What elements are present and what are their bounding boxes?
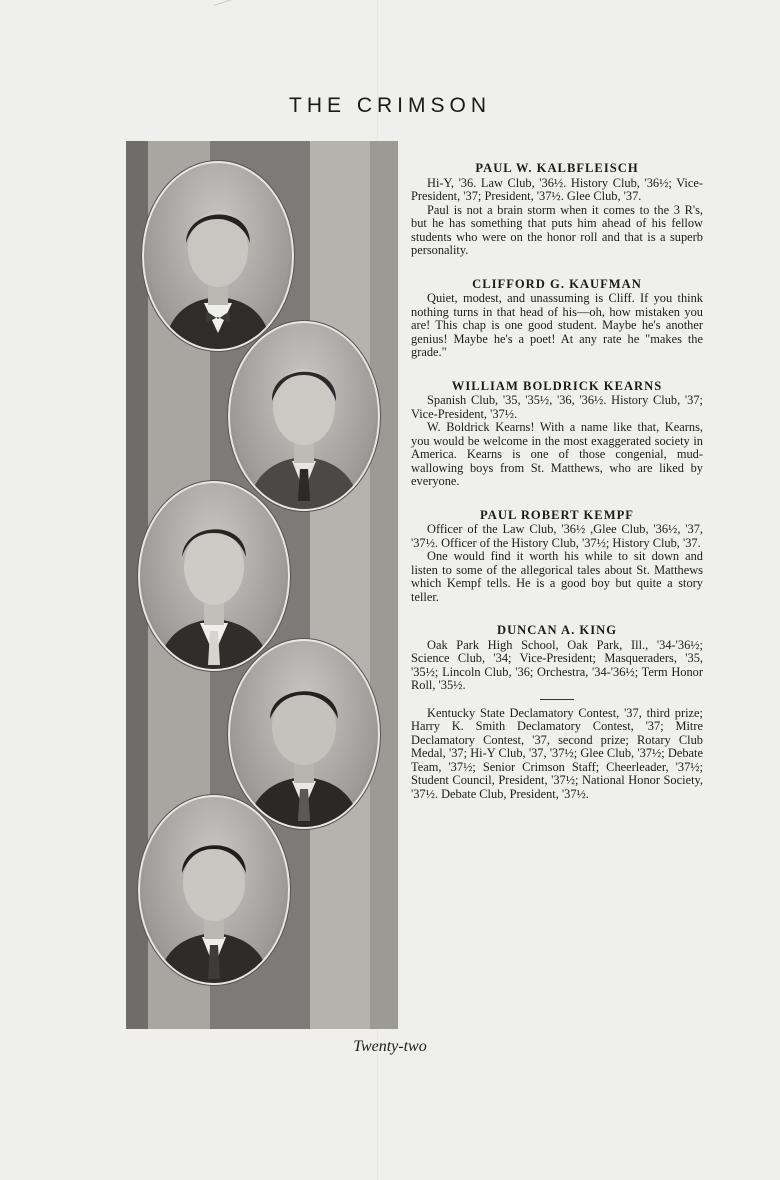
student-writeup: One would find it worth his while to sit down and listen to some of the allegorical tales about St. Matthews which Kempf tells. He is a good boy but quite a story teller. (411, 549, 703, 604)
page-header: THE CRIMSON (289, 94, 491, 117)
student-name: PAUL ROBERT KEMPF (480, 507, 634, 522)
student-writeup: W. Boldrick Kearns! With a name like that, Kearns, you would be welcome in the most exaggerated society in America. Kearns is one of those congenial, mud-wallowing boys from St. Matthews, who are liked by everyone. (411, 420, 703, 488)
portrait-kalbfleisch (144, 163, 292, 349)
student-name: CLIFFORD G. KAUFMAN (472, 276, 642, 291)
student-name: PAUL W. KALBFLEISCH (475, 161, 639, 175)
student-activities: Officer of the Law Club, '36½ ,Glee Club, '36½, '37, '37½. Officer of the History Club, '37½; History Club, '37. (411, 522, 703, 550)
bio-entry (411, 162, 703, 258)
portrait-figure (140, 797, 288, 983)
page-number: Twenty-two (353, 1038, 427, 1055)
strip-band (370, 141, 398, 1029)
portrait-figure (230, 323, 378, 509)
student-name: WILLIAM BOLDRICK KEARNS (451, 378, 663, 393)
student-writeup: Kentucky State Declamatory Contest, '37, third prize; Harry K. Smith Declamatory Contest, '37; Mitre Declamatory Contest, '37, second prize; Rotary Club Medal, '37; Hi-Y Club, '37, '37½; Glee Club, '37½; Debate Team, '37½; Senior Crimson Staff; Cheerleader, '37½; Student Council, President, '37½; National Honor Society, '37½. Debate Club, President, '37½. (411, 705, 703, 801)
student-activities: Spanish Club, '35, '35½, '36, '36½. History Club, '37; Vice-President, '37½. (411, 393, 703, 421)
bio-entry (411, 509, 703, 605)
strip-band (310, 141, 370, 1029)
bio-entry (411, 624, 703, 801)
portrait-figure (144, 163, 292, 349)
paper-mark (213, 0, 246, 19)
bio-entry (411, 278, 703, 360)
biography-column (411, 162, 703, 801)
divider (540, 699, 574, 700)
student-name: DUNCAN A. KING (496, 623, 617, 637)
student-writeup: Quiet, modest, and unassuming is Cliff. If you think nothing turns in that head of his—oh, how mistaken you are! This chap is one good student. Maybe he's another genius! Maybe he's a poet! At any rate he "makes the grade." (411, 291, 703, 359)
portrait-kaufman (230, 323, 378, 509)
portrait-strip (126, 141, 398, 1029)
student-activities: Hi-Y, '36. Law Club, '36½. History Club, '36½; Vice-President, '37; President, '37½. Glee Club, '37. (411, 175, 703, 203)
bio-entry (411, 380, 703, 489)
student-activities: Oak Park High School, Oak Park, Ill., '34-'36½; Science Club, '34; Vice-President; Masqueraders, '35, '35½; Lincoln Club, '36; Orchestra, '34-'36½; Term Honor Roll, '35½. (411, 637, 703, 692)
portrait-king (140, 797, 288, 983)
student-writeup: Paul is not a brain storm when it comes to the 3 R's, but he has something that puts him ahead of his fellow students who were on the honor roll and that is a superb personality. (411, 202, 703, 257)
